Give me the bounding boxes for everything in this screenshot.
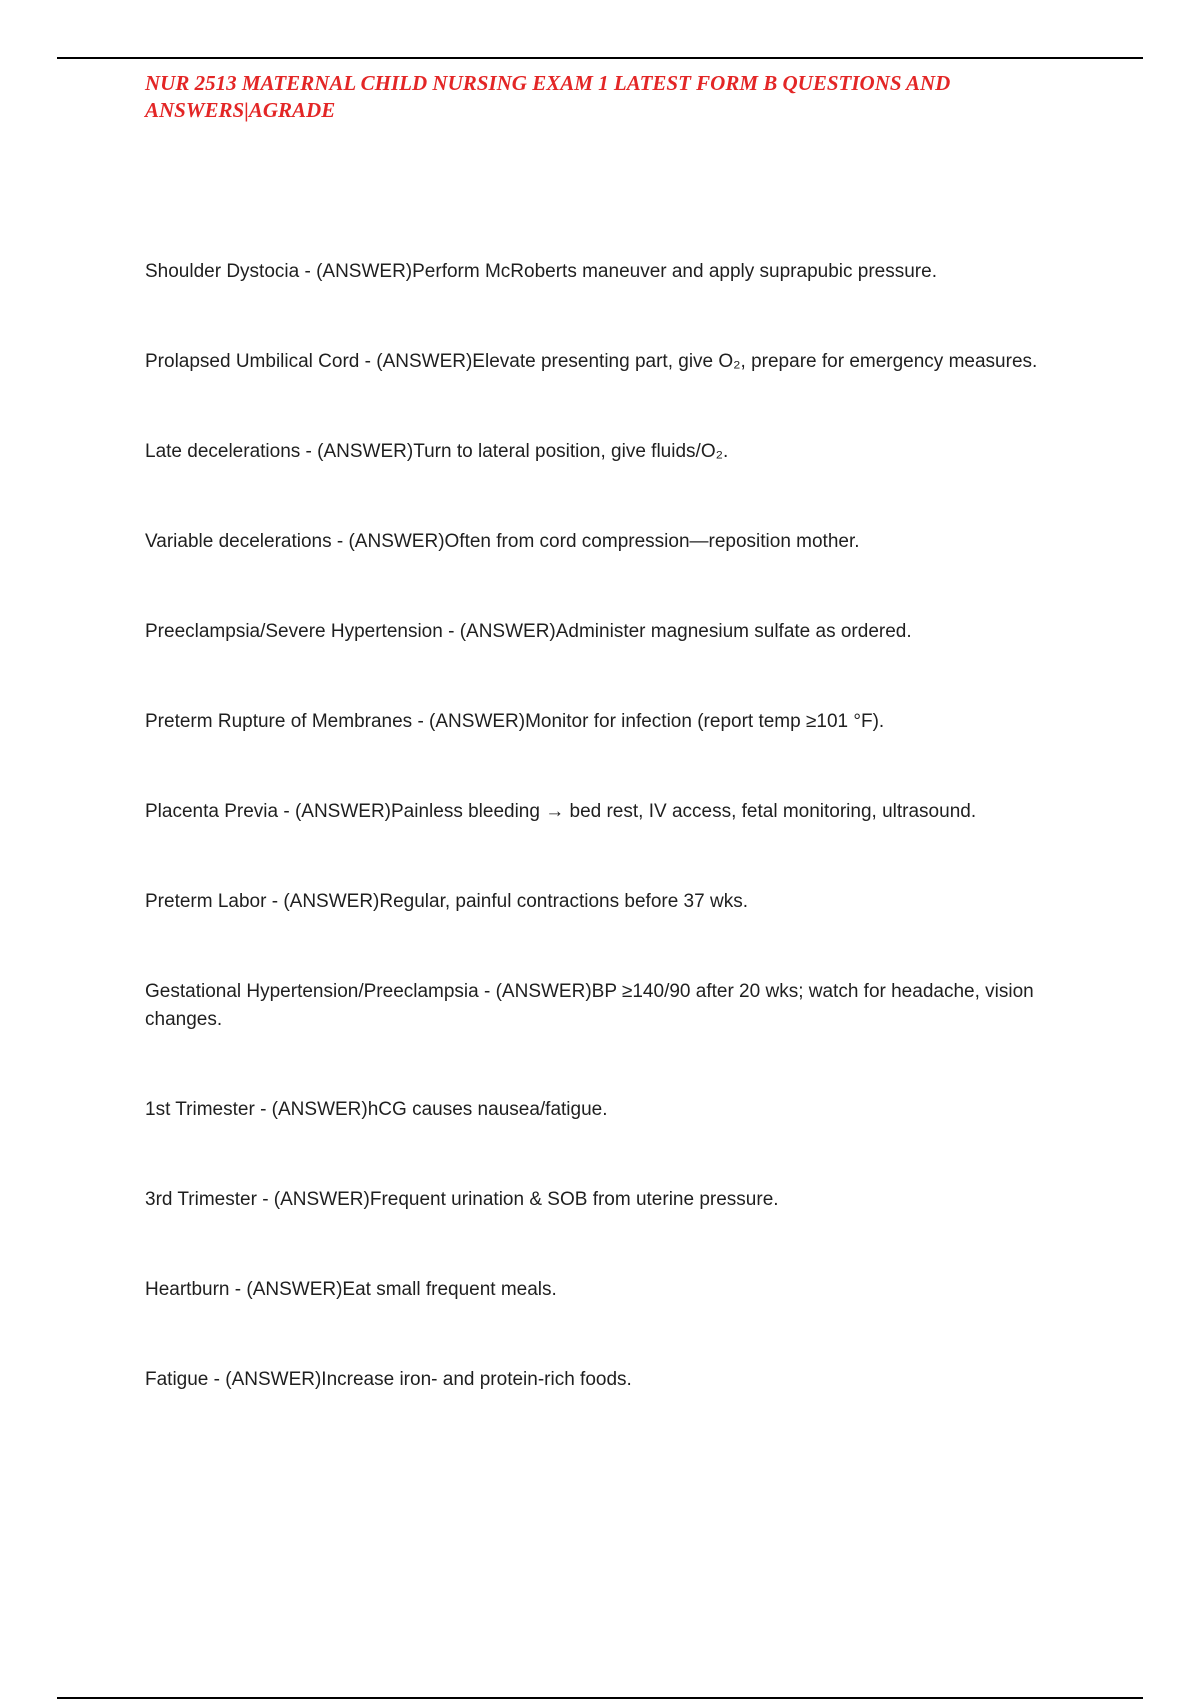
bottom-rule	[57, 1697, 1143, 1699]
qa-item-prom: Preterm Rupture of Membranes - (ANSWER)Monitor for infection (report temp ≥101 °F).	[145, 711, 885, 732]
qa-item-first-trimester: 1st Trimester - (ANSWER)hCG causes nausea/fatigue.	[145, 1099, 608, 1120]
qa-item-gestational-hypertension: Gestational Hypertension/Preeclampsia - (ANSWER)BP ≥140/90 after 20 wks; watch for headache, vision changes.	[145, 981, 1034, 1030]
qa-item-prolapsed-cord: Prolapsed Umbilical Cord - (ANSWER)Elevate presenting part, give O₂, prepare for emergency measures.	[145, 351, 1038, 372]
qa-item-fatigue: Fatigue - (ANSWER)Increase iron- and protein-rich foods.	[145, 1369, 632, 1390]
qa-item-shoulder-dystocia: Shoulder Dystocia - (ANSWER)Perform McRoberts maneuver and apply suprapubic pressure.	[145, 261, 937, 282]
qa-list	[145, 258, 1095, 1456]
qa-item-placenta-previa: Placenta Previa - (ANSWER)Painless bleeding → bed rest, IV access, fetal monitoring, ultrasound.	[145, 801, 977, 822]
qa-item-late-decelerations: Late decelerations - (ANSWER)Turn to lateral position, give fluids/O₂.	[145, 441, 729, 462]
qa-item-preeclampsia-severe: Preeclampsia/Severe Hypertension - (ANSWER)Administer magnesium sulfate as ordered.	[145, 621, 912, 642]
document-title: NUR 2513 MATERNAL CHILD NURSING EXAM 1 LATEST FORM B QUESTIONS AND ANSWERS|AGRADE	[145, 71, 951, 122]
qa-item-heartburn: Heartburn - (ANSWER)Eat small frequent meals.	[145, 1279, 557, 1300]
qa-item-preterm-labor: Preterm Labor - (ANSWER)Regular, painful contractions before 37 wks.	[145, 891, 748, 912]
qa-item-variable-decelerations: Variable decelerations - (ANSWER)Often from cord compression—reposition mother.	[145, 531, 860, 552]
qa-item-third-trimester: 3rd Trimester - (ANSWER)Frequent urination & SOB from uterine pressure.	[145, 1189, 779, 1210]
top-rule	[57, 57, 1143, 59]
